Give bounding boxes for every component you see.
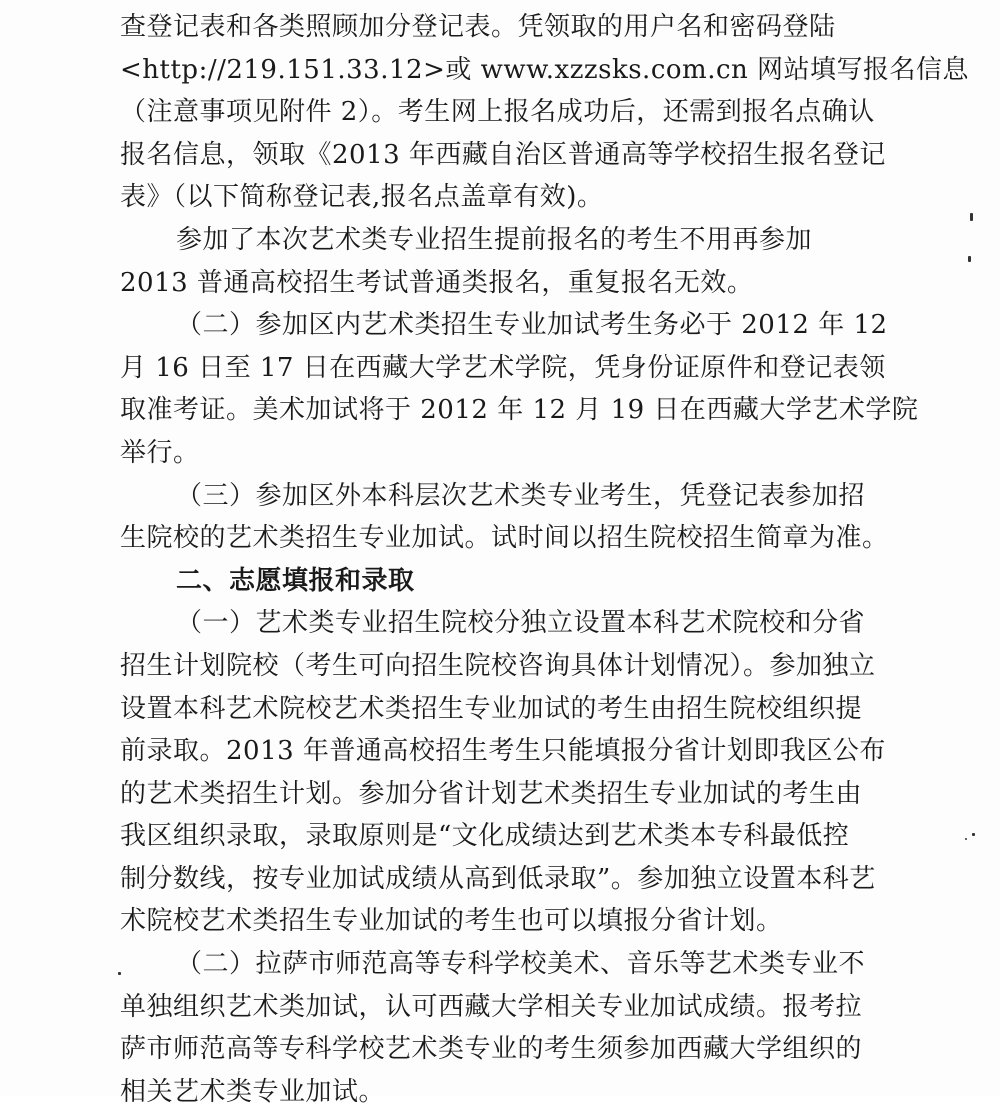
text-line: 单独组织艺术类加试，认可西藏大学相关专业加试成绩。报考拉 (120, 991, 863, 1022)
text-line: 查登记表和各类照顾加分登记表。凭领取的用户名和密码登陆 (120, 12, 836, 42)
text-line: 我区组织录取，录取原则是“文化成绩达到艺术类本专科最低控 (120, 821, 850, 852)
scan-speck (972, 833, 975, 836)
text-line: 的艺术类招生计划。参加分省计划艺术类招生专业加试的考生由 (120, 778, 863, 809)
text-line: 举行。 (120, 437, 200, 468)
text-line: （二）拉萨市师范高等专科学校美术、音乐等艺术类专业不 (176, 949, 866, 980)
text-line: 生院校的艺术类招生专业加试。试时间以招生院校招生简章为准。 (120, 523, 889, 554)
section-heading (120, 560, 860, 603)
text-line: （注意事项见附件 2）。考生网上报名成功后，还需到报名点确认 (120, 97, 875, 128)
scan-speck (965, 838, 967, 840)
text-line: 取准考证。美术加试将于 2012 年 12 月 19 日在西藏大学艺术学院 (120, 395, 919, 426)
scan-speck (118, 972, 121, 975)
paragraph (120, 475, 889, 560)
paragraph (120, 304, 919, 474)
paragraph (120, 219, 860, 304)
heading-text: 二、志愿填报和录取 (176, 565, 415, 596)
scan-speck (968, 256, 971, 262)
text-line: 2013 普通高校招生考试普通类报名，重复报名无效。 (120, 267, 754, 298)
text-line: （一）艺术类专业招生院校分独立设置本科艺术院校和分省 (176, 608, 866, 639)
document-body (120, 6, 970, 1113)
text-line: 报名信息，领取《2013 年西藏自治区普通高等学校招生报名登记 (120, 139, 886, 170)
text-line: 参加了本次艺术类专业招生提前报名的考生不用再参加 (176, 224, 813, 255)
text-line: 招生计划院校（考生可向招生院校咨询具体计划情况）。参加独立 (120, 650, 876, 681)
paragraph (120, 943, 866, 1113)
text-line: 前录取。2013 年普通高校招生考生只能填报分省计划即我区公布 (120, 736, 886, 767)
paragraph (120, 6, 970, 219)
text-line: （二）参加区内艺术类招生专业加试考生务必于 2012 年 12 (176, 310, 888, 341)
text-line: 月 16 日至 17 日在西藏大学艺术学院，凭身份证原件和登记表领 (120, 352, 886, 383)
text-line: 术院校艺术类招生专业加试的考生也可以填报分省计划。 (120, 906, 783, 937)
text-line: 相关艺术类专业加试。 (120, 1076, 386, 1107)
text-line: （三）参加区外本科层次艺术类专业考生，凭登记表参加招 (176, 480, 866, 511)
text-line: 设置本科艺术院校艺术类招生专业加试的考生由招生院校组织提 (120, 693, 863, 724)
text-line: <http://219.151.33.12>或 www.xzzsks.com.cn 网站填写报名信息 (120, 54, 970, 85)
text-line: 表》（以下简称登记表,报名点盖章有效)。 (120, 182, 604, 213)
paragraph (120, 602, 886, 943)
text-line: 萨市师范高等专科学校艺术类专业的考生须参加西藏大学组织的 (120, 1034, 863, 1065)
text-line: 制分数线，按专业加试成绩从高到低录取”。参加独立设置本科艺 (120, 863, 876, 894)
scan-speck (970, 213, 973, 221)
